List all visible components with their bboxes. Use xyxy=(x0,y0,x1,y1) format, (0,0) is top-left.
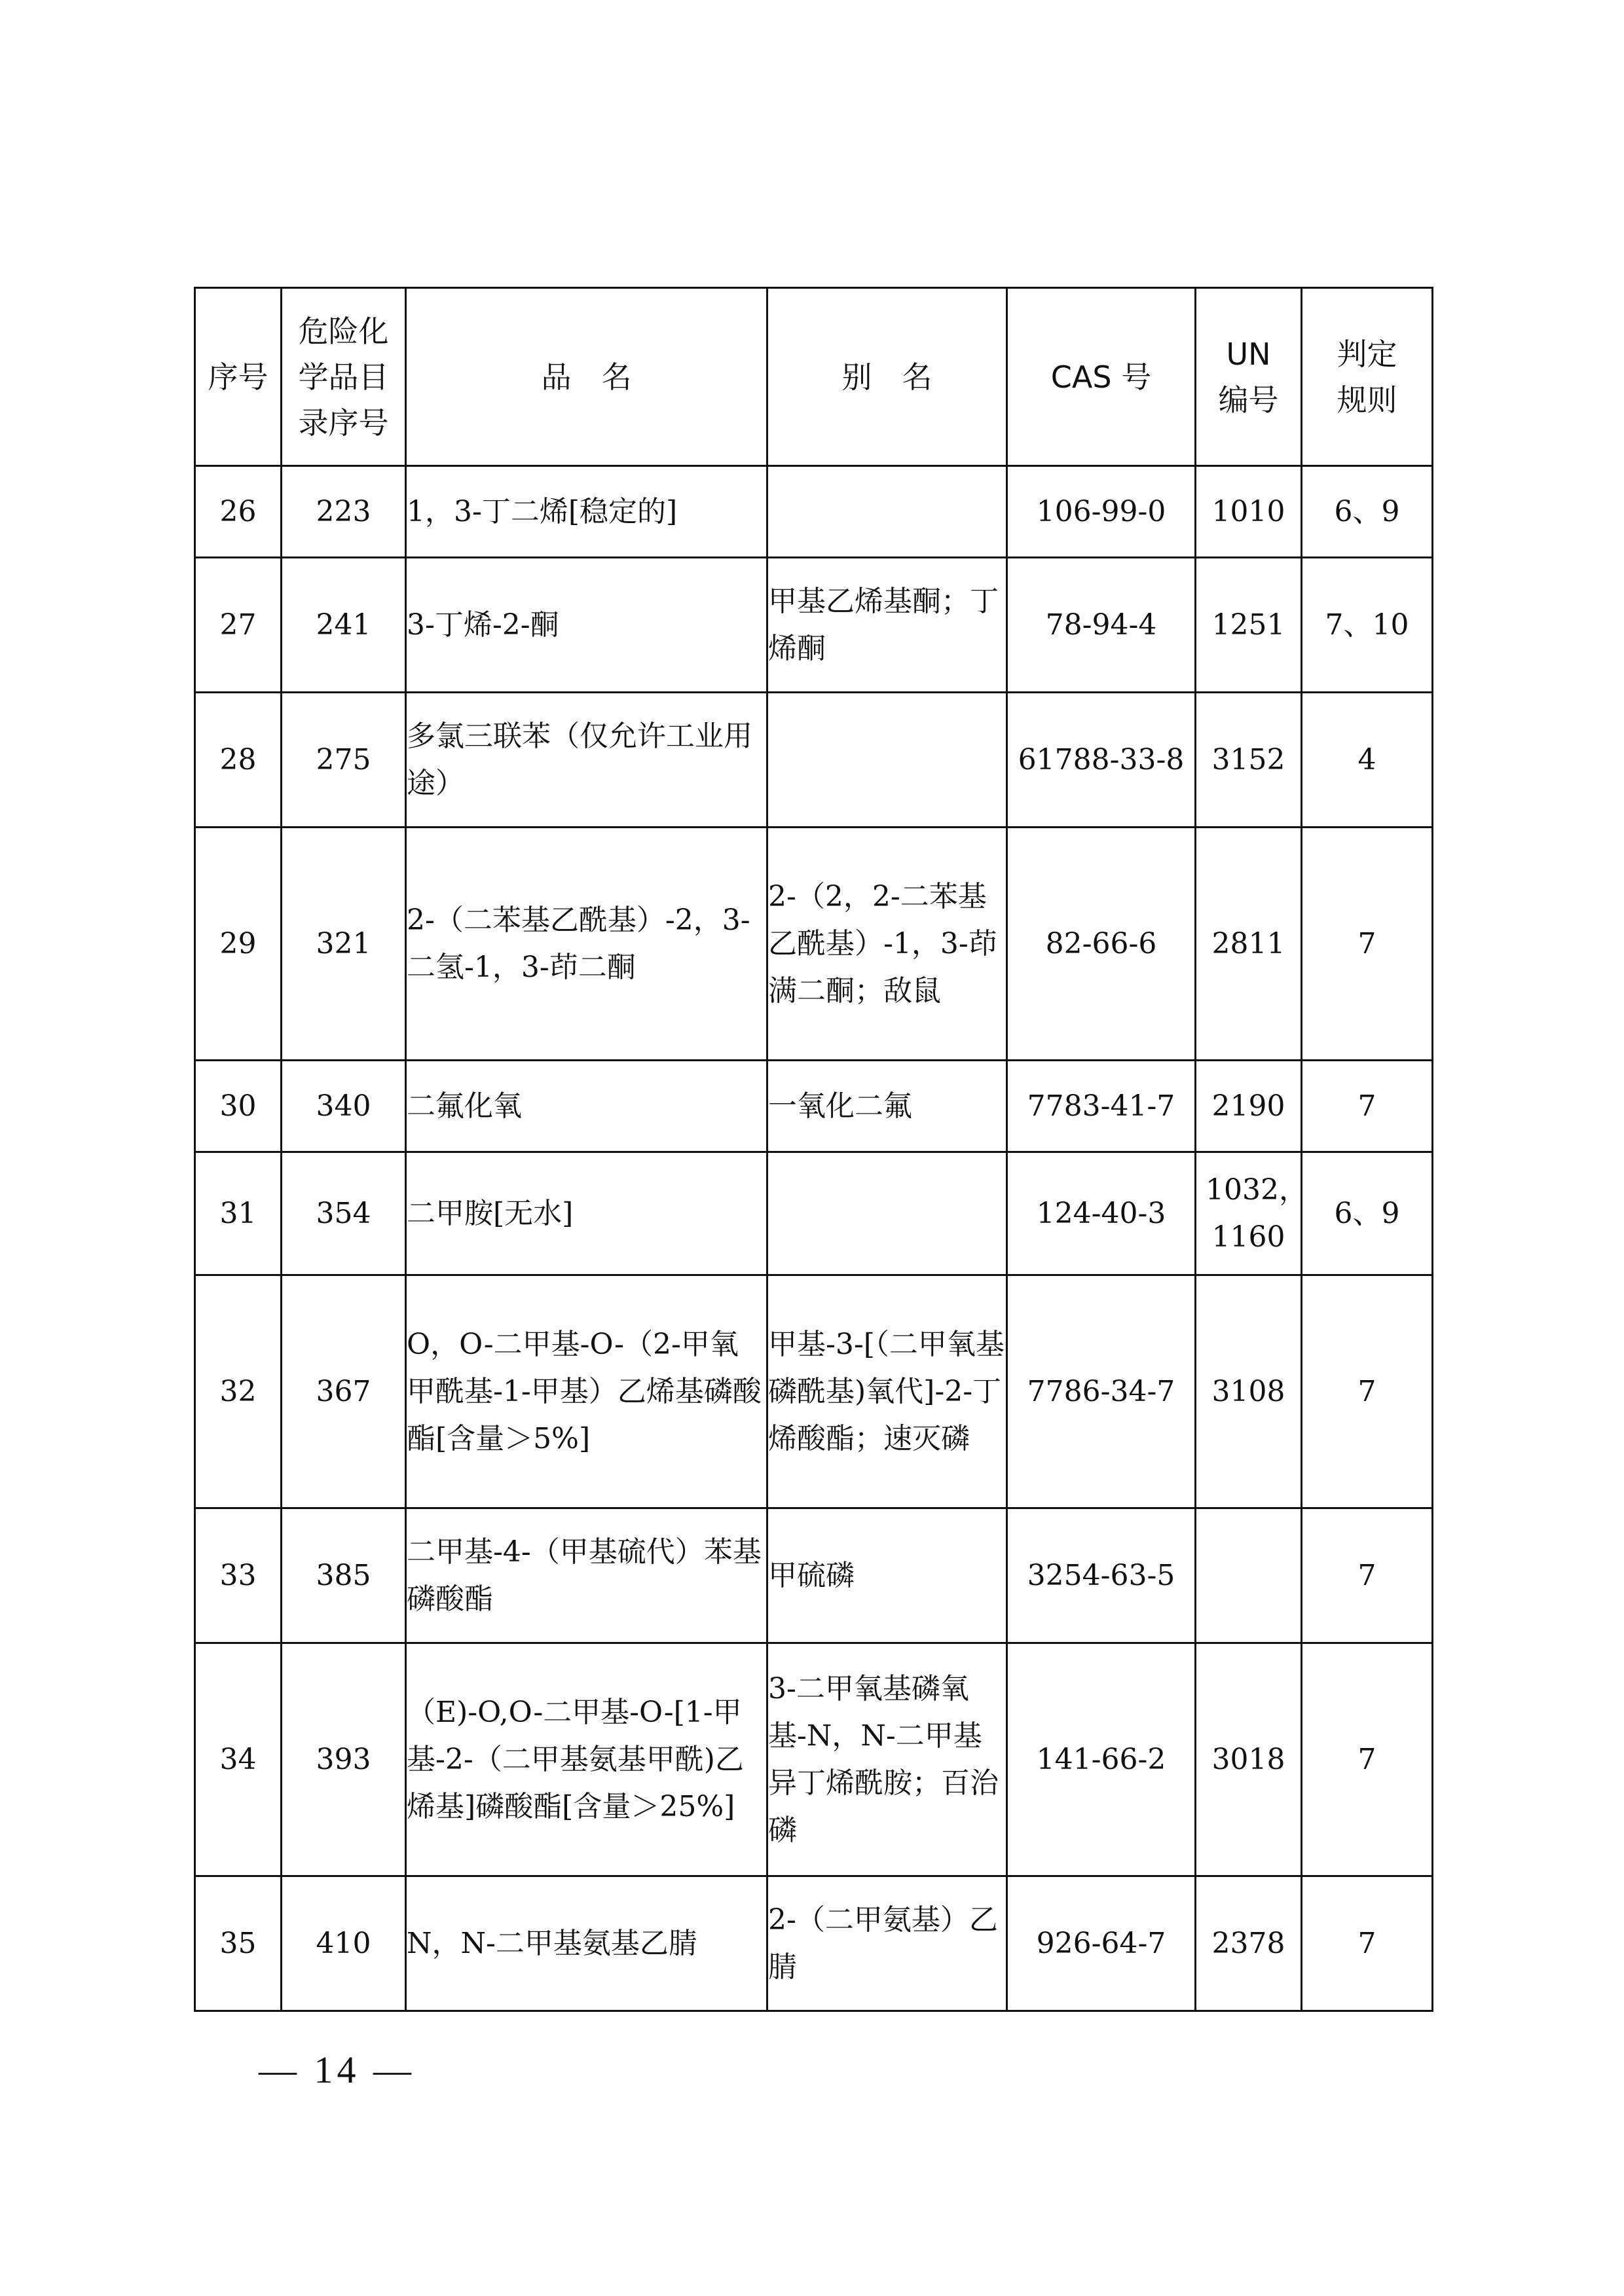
cell-cas: 106-99-0 xyxy=(1007,466,1196,558)
cell-rule: 7 xyxy=(1302,1876,1433,2011)
cell-un: 1032，1160 xyxy=(1196,1152,1302,1275)
cell-catalog: 340 xyxy=(282,1061,406,1152)
cell-alias: 2-（2，2-二苯基乙酰基）-1，3-茚满二酮；敌鼠 xyxy=(767,828,1007,1061)
cell-rule: 6、9 xyxy=(1302,1152,1433,1275)
cell-rule: 6、9 xyxy=(1302,466,1433,558)
cell-seq: 28 xyxy=(195,693,282,828)
cell-rule: 7 xyxy=(1302,828,1433,1061)
chemical-table xyxy=(194,287,1433,2012)
cell-name: 2-（二苯基乙酰基）-2，3-二氢-1，3-茚二酮 xyxy=(406,828,767,1061)
table-row xyxy=(195,1876,1433,2011)
cell-catalog: 393 xyxy=(282,1643,406,1876)
cell-seq: 31 xyxy=(195,1152,282,1275)
page-number: — 14 — xyxy=(259,2049,415,2091)
cell-name: 二氟化氧 xyxy=(406,1061,767,1152)
cell-alias: 3-二甲氧基磷氧基-N，N-二甲基异丁烯酰胺；百治磷 xyxy=(767,1643,1007,1876)
cell-un: 1251 xyxy=(1196,558,1302,693)
header-cas: CAS 号 xyxy=(1007,288,1196,466)
cell-seq: 33 xyxy=(195,1508,282,1643)
cell-catalog: 367 xyxy=(282,1275,406,1508)
cell-cas: 78-94-4 xyxy=(1007,558,1196,693)
cell-seq: 26 xyxy=(195,466,282,558)
table-row xyxy=(195,466,1433,558)
cell-rule: 7、10 xyxy=(1302,558,1433,693)
cell-rule: 7 xyxy=(1302,1275,1433,1508)
cell-name: 多氯三联苯（仅允许工业用途） xyxy=(406,693,767,828)
header-seq: 序号 xyxy=(195,288,282,466)
cell-name: （E)-O,O-二甲基-O-[1-甲基-2-（二甲基氨基甲酰)乙烯基]磷酸酯[含量＞25%] xyxy=(406,1643,767,1876)
cell-un xyxy=(1196,1508,1302,1643)
cell-name: 二甲胺[无水] xyxy=(406,1152,767,1275)
cell-catalog: 354 xyxy=(282,1152,406,1275)
cell-un: 3152 xyxy=(1196,693,1302,828)
cell-catalog: 410 xyxy=(282,1876,406,2011)
table-row xyxy=(195,828,1433,1061)
cell-cas: 7783-41-7 xyxy=(1007,1061,1196,1152)
cell-name: 二甲基-4-（甲基硫代）苯基磷酸酯 xyxy=(406,1508,767,1643)
cell-alias: 一氧化二氟 xyxy=(767,1061,1007,1152)
cell-name: O，O-二甲基-O-（2-甲氧甲酰基-1-甲基）乙烯基磷酸酯[含量＞5%] xyxy=(406,1275,767,1508)
cell-alias xyxy=(767,466,1007,558)
table-header-row xyxy=(195,288,1433,466)
cell-name: 1，3-丁二烯[稳定的] xyxy=(406,466,767,558)
cell-alias: 甲基乙烯基酮；丁烯酮 xyxy=(767,558,1007,693)
cell-un: 2190 xyxy=(1196,1061,1302,1152)
cell-alias: 甲硫磷 xyxy=(767,1508,1007,1643)
cell-seq: 34 xyxy=(195,1643,282,1876)
cell-seq: 35 xyxy=(195,1876,282,2011)
cell-alias xyxy=(767,693,1007,828)
cell-alias xyxy=(767,1152,1007,1275)
cell-seq: 29 xyxy=(195,828,282,1061)
cell-catalog: 321 xyxy=(282,828,406,1061)
cell-rule: 7 xyxy=(1302,1643,1433,1876)
cell-cas: 3254-63-5 xyxy=(1007,1508,1196,1643)
table-row xyxy=(195,1643,1433,1876)
cell-rule: 7 xyxy=(1302,1508,1433,1643)
cell-un: 2811 xyxy=(1196,828,1302,1061)
cell-un: 3018 xyxy=(1196,1643,1302,1876)
table-row xyxy=(195,1061,1433,1152)
cell-seq: 27 xyxy=(195,558,282,693)
cell-catalog: 223 xyxy=(282,466,406,558)
table-row xyxy=(195,693,1433,828)
cell-un: 2378 xyxy=(1196,1876,1302,2011)
cell-seq: 32 xyxy=(195,1275,282,1508)
cell-cas: 926-64-7 xyxy=(1007,1876,1196,2011)
cell-catalog: 275 xyxy=(282,693,406,828)
header-catalog-seq: 危险化学品目录序号 xyxy=(282,288,406,466)
cell-alias: 甲基-3-[（二甲氧基磷酰基)氧代]-2-丁烯酸酯；速灭磷 xyxy=(767,1275,1007,1508)
table-row xyxy=(195,1508,1433,1643)
cell-name: N，N-二甲基氨基乙腈 xyxy=(406,1876,767,2011)
cell-cas: 82-66-6 xyxy=(1007,828,1196,1061)
cell-un: 1010 xyxy=(1196,466,1302,558)
cell-cas: 124-40-3 xyxy=(1007,1152,1196,1275)
cell-catalog: 385 xyxy=(282,1508,406,1643)
cell-catalog: 241 xyxy=(282,558,406,693)
header-un: UN编号 xyxy=(1196,288,1302,466)
table-row xyxy=(195,1275,1433,1508)
table-row xyxy=(195,558,1433,693)
cell-rule: 7 xyxy=(1302,1061,1433,1152)
cell-alias: 2-（二甲氨基）乙腈 xyxy=(767,1876,1007,2011)
cell-name: 3-丁烯-2-酮 xyxy=(406,558,767,693)
cell-un: 3108 xyxy=(1196,1275,1302,1508)
cell-cas: 141-66-2 xyxy=(1007,1643,1196,1876)
cell-seq: 30 xyxy=(195,1061,282,1152)
cell-cas: 61788-33-8 xyxy=(1007,693,1196,828)
cell-cas: 7786-34-7 xyxy=(1007,1275,1196,1508)
header-name: 品 名 xyxy=(406,288,767,466)
table-row xyxy=(195,1152,1433,1275)
header-alias: 别 名 xyxy=(767,288,1007,466)
header-rule: 判定规则 xyxy=(1302,288,1433,466)
cell-rule: 4 xyxy=(1302,693,1433,828)
